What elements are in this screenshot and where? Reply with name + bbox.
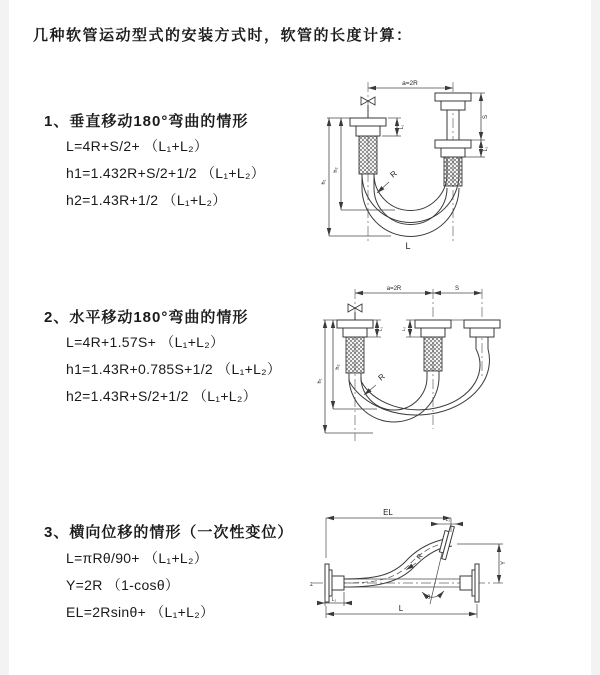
dim-label-L2: L₂ <box>483 146 489 152</box>
right-flange-lower-plate <box>435 140 471 148</box>
section2-formula-L: L=4R+1.57S+ （L₁+L₂） <box>66 334 225 350</box>
dim-label-h2: h₂ <box>335 364 341 370</box>
hose-pos1-inner <box>374 174 447 211</box>
right-flange-lower-neck <box>441 148 465 157</box>
left-flange-plate <box>350 118 386 126</box>
dim-label-S: S <box>483 114 489 120</box>
dim-label-L1: L₁ <box>331 597 337 603</box>
axis-mark: z <box>310 582 313 588</box>
dim-label-h1: h₁ <box>317 378 323 384</box>
middle-braid-section <box>424 337 442 371</box>
section3-formula-L: L=πRθ/90+ （L₁+L₂） <box>66 550 209 566</box>
upper-flange-displaced <box>438 525 455 560</box>
radius-label: R <box>376 371 387 383</box>
radius-leader <box>377 182 389 193</box>
hose-pos2-inner <box>374 188 447 225</box>
radius-leader <box>364 385 376 395</box>
section1-heading: 1、垂直移动180°弯曲的情形 <box>44 113 249 130</box>
radius-label: R <box>415 552 425 562</box>
dim-label-L1: L₁ <box>378 326 383 332</box>
dim-label-h2: h₂ <box>333 167 339 173</box>
right-braid-section <box>444 157 462 186</box>
page-left-margin <box>0 0 9 675</box>
section1-formula-L: L=4R+S/2+ （L₁+L₂） <box>66 138 209 154</box>
valve-icon <box>348 304 362 320</box>
dim-label-L2: L₂ <box>401 326 406 332</box>
section3-formula-EL: EL=2Rsinθ+ （L₁+L₂） <box>66 604 215 620</box>
dim-label-S: S <box>454 286 460 292</box>
left-flange-neck <box>356 126 380 136</box>
right-flange-neck <box>470 328 494 337</box>
middle-flange-neck <box>421 328 445 337</box>
left-flange-neck <box>343 328 367 337</box>
section2-formula-h1: h1=1.43R+0.785S+1/2 （L₁+L₂） <box>66 361 282 377</box>
right-flange-upper-neck <box>441 101 465 110</box>
angle-label: θ <box>427 595 431 601</box>
section2-heading: 2、水平移动180°弯曲的情形 <box>44 309 249 326</box>
section1-formula-h1: h1=1.432R+S/2+1/2 （L₁+L₂） <box>66 165 266 181</box>
middle-flange-plate <box>415 320 451 328</box>
right-flange-upper-plate <box>435 93 471 101</box>
length-label: L <box>405 241 411 251</box>
hose-pos2-outer <box>349 349 489 415</box>
hose-upper-wall <box>344 538 451 579</box>
section2-formula-h2: h2=1.43R+S/2+1/2 （L₁+L₂） <box>66 388 257 404</box>
left-flange-plate <box>337 320 373 328</box>
dim-label-EL: EL <box>383 508 393 517</box>
dim-label-Y: Y <box>501 560 507 566</box>
diagram-lateral-displacement <box>303 496 597 651</box>
section3-heading: 3、横向位移的情形（一次性变位） <box>44 524 294 541</box>
dim-label-L1: L₁ <box>399 124 405 130</box>
right-flange-plate <box>464 320 500 328</box>
diagram-horizontal-movement <box>311 281 590 453</box>
dim-label-h1: h₁ <box>321 179 327 185</box>
dim-label-L2: L₂ <box>445 517 451 523</box>
section3-formula-Y: Y=2R （1-cosθ） <box>66 577 180 593</box>
dim-label-a2R: a=2R <box>402 80 418 87</box>
left-braid-section <box>359 136 377 174</box>
page-title: 几种软管运动型式的安装方式时，软管的长度计算： <box>33 27 413 44</box>
diagram-vertical-movement <box>313 70 590 257</box>
hose-centerline <box>344 542 451 583</box>
dim-label-L: L <box>398 604 404 613</box>
left-braid-section <box>346 337 364 373</box>
radius-label: R <box>388 168 399 180</box>
dim-label-a2R: a=2R <box>386 286 402 292</box>
right-flange-original <box>460 564 479 602</box>
section1-formula-h2: h2=1.43R+1/2 （L₁+L₂） <box>66 192 227 208</box>
hose-pos2-outer <box>362 188 459 237</box>
